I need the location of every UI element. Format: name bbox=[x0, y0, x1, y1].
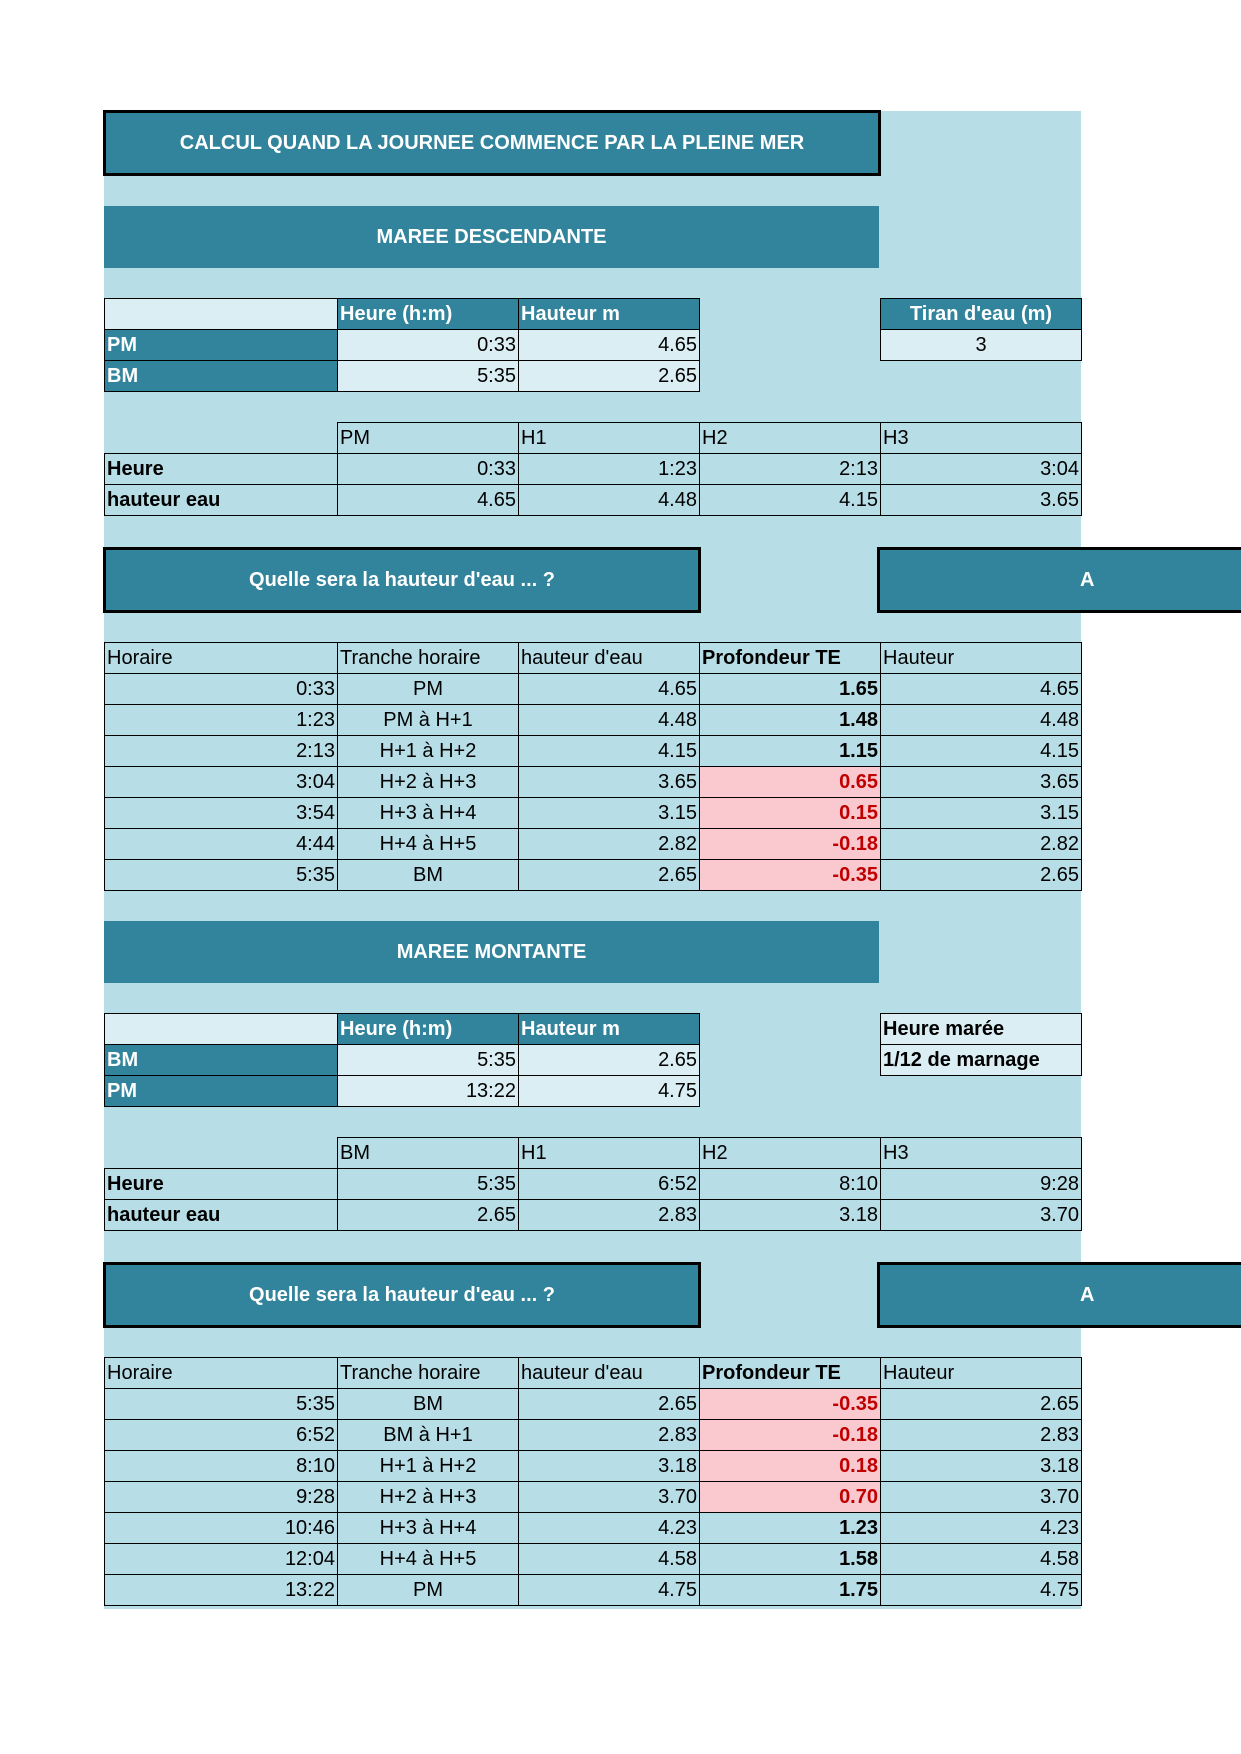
mont-bm-heure[interactable]: 5:35 bbox=[338, 1045, 519, 1076]
desc-right-banner-text: A bbox=[1080, 568, 1095, 591]
tranche-cell: BM bbox=[338, 1389, 519, 1420]
mont-row-label-bm: BM bbox=[105, 1045, 338, 1076]
tranche-cell: BM à H+1 bbox=[338, 1420, 519, 1451]
profondeur-cell: 0.15 bbox=[700, 798, 881, 829]
desc-bm-hauteur[interactable]: 2.65 bbox=[519, 361, 700, 392]
desc-input-corner bbox=[105, 299, 338, 330]
descendante-hours-table bbox=[104, 422, 1082, 516]
desc-question-text: Quelle sera la hauteur d'eau ... ? bbox=[249, 568, 555, 591]
mont-hours-col: H3 bbox=[881, 1138, 1082, 1169]
hauteur-cell: 4.48 bbox=[519, 705, 700, 736]
mont-pm-heure[interactable]: 13:22 bbox=[338, 1076, 519, 1107]
profondeur-cell: 0.18 bbox=[700, 1451, 881, 1482]
desc-hours-corner bbox=[105, 423, 338, 454]
desc-hdr-hauteur: Hauteur m bbox=[519, 299, 700, 330]
table-row bbox=[105, 1482, 1082, 1513]
desc-hours-col: PM bbox=[338, 423, 519, 454]
mont-hours-col: H2 bbox=[700, 1138, 881, 1169]
hauteur2-cell: 2.83 bbox=[881, 1420, 1082, 1451]
mont-hours-heure-label: Heure bbox=[105, 1169, 338, 1200]
tranche-cell: H+4 à H+5 bbox=[338, 1544, 519, 1575]
mont-res-hdr-profondeur: Profondeur TE bbox=[700, 1358, 881, 1389]
hauteur-cell: 2.82 bbox=[519, 829, 700, 860]
tranche-cell: H+2 à H+3 bbox=[338, 767, 519, 798]
desc-input-gap bbox=[700, 330, 881, 361]
desc-res-hdr-profondeur: Profondeur TE bbox=[700, 643, 881, 674]
horaire-cell: 0:33 bbox=[105, 674, 338, 705]
desc-hdr-heure: Heure (h:m) bbox=[338, 299, 519, 330]
hauteur2-cell: 4.15 bbox=[881, 736, 1082, 767]
horaire-cell: 10:46 bbox=[105, 1513, 338, 1544]
table-row bbox=[105, 674, 1082, 705]
mont-question-text: Quelle sera la hauteur d'eau ... ? bbox=[249, 1283, 555, 1306]
horaire-cell: 12:04 bbox=[105, 1544, 338, 1575]
mont-right-banner-text: A bbox=[1080, 1283, 1095, 1306]
profondeur-cell: -0.18 bbox=[700, 1420, 881, 1451]
desc-hours-heure-cell: 3:04 bbox=[881, 454, 1082, 485]
mont-hdr-hauteur: Hauteur m bbox=[519, 1014, 700, 1045]
profondeur-cell: 1.15 bbox=[700, 736, 881, 767]
descendante-result-table bbox=[104, 642, 1082, 891]
hauteur2-cell: 4.23 bbox=[881, 1513, 1082, 1544]
desc-hours-heure-label: Heure bbox=[105, 454, 338, 485]
table-row bbox=[105, 767, 1082, 798]
table-row bbox=[105, 860, 1082, 891]
mont-hours-heure-cell: 6:52 bbox=[519, 1169, 700, 1200]
desc-hours-heure-cell: 2:13 bbox=[700, 454, 881, 485]
hauteur-cell: 3.15 bbox=[519, 798, 700, 829]
profondeur-cell: 1.23 bbox=[700, 1513, 881, 1544]
tranche-cell: H+3 à H+4 bbox=[338, 798, 519, 829]
mont-hours-hauteur-cell: 3.18 bbox=[700, 1200, 881, 1231]
mont-hours-col: BM bbox=[338, 1138, 519, 1169]
profondeur-cell: 1.75 bbox=[700, 1575, 881, 1606]
hauteur2-cell: 3.70 bbox=[881, 1482, 1082, 1513]
mont-res-hdr-hauteur: hauteur d'eau bbox=[519, 1358, 700, 1389]
profondeur-cell: 1.65 bbox=[700, 674, 881, 705]
desc-input-gap bbox=[881, 361, 1082, 392]
desc-hours-hauteur-cell: 4.65 bbox=[338, 485, 519, 516]
hauteur-cell: 2.83 bbox=[519, 1420, 700, 1451]
desc-row-label-bm: BM bbox=[105, 361, 338, 392]
desc-res-hdr-hauteur2: Hauteur bbox=[881, 643, 1082, 674]
desc-hdr-tiran: Tiran d'eau (m) bbox=[881, 299, 1082, 330]
mont-input-gap bbox=[700, 1076, 881, 1107]
hauteur2-cell: 4.58 bbox=[881, 1544, 1082, 1575]
hauteur-cell: 4.75 bbox=[519, 1575, 700, 1606]
mont-hours-heure-cell: 9:28 bbox=[881, 1169, 1082, 1200]
desc-bm-heure[interactable]: 5:35 bbox=[338, 361, 519, 392]
hauteur2-cell: 3.15 bbox=[881, 798, 1082, 829]
hauteur-cell: 4.65 bbox=[519, 674, 700, 705]
mont-res-hdr-hauteur2: Hauteur bbox=[881, 1358, 1082, 1389]
table-row bbox=[105, 1420, 1082, 1451]
hauteur2-cell: 4.48 bbox=[881, 705, 1082, 736]
mont-input-gap bbox=[881, 1076, 1082, 1107]
desc-pm-heure[interactable]: 0:33 bbox=[338, 330, 519, 361]
horaire-cell: 4:44 bbox=[105, 829, 338, 860]
hauteur2-cell: 2.65 bbox=[881, 860, 1082, 891]
profondeur-cell: 1.48 bbox=[700, 705, 881, 736]
desc-right-banner bbox=[877, 547, 1241, 613]
descendante-input-table bbox=[104, 298, 1082, 392]
tranche-cell: PM bbox=[338, 674, 519, 705]
hauteur-cell: 4.58 bbox=[519, 1544, 700, 1575]
hauteur-cell: 3.70 bbox=[519, 1482, 700, 1513]
mont-hours-hauteur-cell: 2.65 bbox=[338, 1200, 519, 1231]
mont-bm-hauteur[interactable]: 2.65 bbox=[519, 1045, 700, 1076]
mont-hours-heure-cell: 5:35 bbox=[338, 1169, 519, 1200]
hauteur2-cell: 2.65 bbox=[881, 1389, 1082, 1420]
hauteur2-cell: 2.82 bbox=[881, 829, 1082, 860]
profondeur-cell: -0.35 bbox=[700, 1389, 881, 1420]
mont-side-marnage: 1/12 de marnage bbox=[881, 1045, 1082, 1076]
desc-res-hdr-horaire: Horaire bbox=[105, 643, 338, 674]
desc-hours-col: H2 bbox=[700, 423, 881, 454]
table-row bbox=[105, 1575, 1082, 1606]
mont-right-banner bbox=[877, 1262, 1241, 1328]
main-title-text: CALCUL QUAND LA JOURNEE COMMENCE PAR LA PLEINE MER bbox=[179, 131, 805, 154]
profondeur-cell: -0.35 bbox=[700, 860, 881, 891]
mont-hours-col: H1 bbox=[519, 1138, 700, 1169]
horaire-cell: 1:23 bbox=[105, 705, 338, 736]
table-row bbox=[105, 736, 1082, 767]
horaire-cell: 2:13 bbox=[105, 736, 338, 767]
profondeur-cell: 1.58 bbox=[700, 1544, 881, 1575]
hauteur2-cell: 3.18 bbox=[881, 1451, 1082, 1482]
desc-hours-hauteur-label: hauteur eau bbox=[105, 485, 338, 516]
hauteur-cell: 2.65 bbox=[519, 860, 700, 891]
montante-title bbox=[104, 921, 879, 983]
mont-question-banner bbox=[103, 1262, 701, 1328]
mont-hours-hauteur-cell: 3.70 bbox=[881, 1200, 1082, 1231]
mont-input-gap bbox=[700, 1014, 881, 1045]
desc-hours-hauteur-cell: 4.15 bbox=[700, 485, 881, 516]
desc-res-hdr-hauteur: hauteur d'eau bbox=[519, 643, 700, 674]
hauteur-cell: 3.65 bbox=[519, 767, 700, 798]
mont-hours-hauteur-cell: 2.83 bbox=[519, 1200, 700, 1231]
table-row bbox=[105, 1544, 1082, 1575]
horaire-cell: 5:35 bbox=[105, 1389, 338, 1420]
montante-result-table bbox=[104, 1357, 1082, 1606]
desc-hours-col: H3 bbox=[881, 423, 1082, 454]
mont-res-hdr-tranche: Tranche horaire bbox=[338, 1358, 519, 1389]
hauteur2-cell: 4.75 bbox=[881, 1575, 1082, 1606]
mont-hours-heure-cell: 8:10 bbox=[700, 1169, 881, 1200]
hauteur-cell: 4.15 bbox=[519, 736, 700, 767]
table-row bbox=[105, 705, 1082, 736]
montante-input-table bbox=[104, 1013, 1082, 1107]
tranche-cell: PM bbox=[338, 1575, 519, 1606]
horaire-cell: 5:35 bbox=[105, 860, 338, 891]
profondeur-cell: 0.70 bbox=[700, 1482, 881, 1513]
mont-hdr-heure: Heure (h:m) bbox=[338, 1014, 519, 1045]
table-row bbox=[105, 1389, 1082, 1420]
desc-hours-col: H1 bbox=[519, 423, 700, 454]
descendante-title bbox=[104, 206, 879, 268]
table-row bbox=[105, 829, 1082, 860]
table-row bbox=[105, 1451, 1082, 1482]
desc-res-hdr-tranche: Tranche horaire bbox=[338, 643, 519, 674]
mont-input-gap bbox=[700, 1045, 881, 1076]
desc-hours-heure-cell: 0:33 bbox=[338, 454, 519, 485]
table-row bbox=[105, 1513, 1082, 1544]
hauteur2-cell: 3.65 bbox=[881, 767, 1082, 798]
tranche-cell: H+1 à H+2 bbox=[338, 1451, 519, 1482]
mont-hours-corner bbox=[105, 1138, 338, 1169]
table-row bbox=[105, 798, 1082, 829]
hauteur2-cell: 4.65 bbox=[881, 674, 1082, 705]
tranche-cell: H+2 à H+3 bbox=[338, 1482, 519, 1513]
profondeur-cell: 0.65 bbox=[700, 767, 881, 798]
tranche-cell: BM bbox=[338, 860, 519, 891]
mont-side-heure-maree: Heure marée bbox=[881, 1014, 1082, 1045]
montante-hours-table bbox=[104, 1137, 1082, 1231]
horaire-cell: 8:10 bbox=[105, 1451, 338, 1482]
hauteur-cell: 2.65 bbox=[519, 1389, 700, 1420]
hauteur-cell: 4.23 bbox=[519, 1513, 700, 1544]
descendante-title-text: MAREE DESCENDANTE bbox=[376, 225, 607, 248]
mont-input-corner bbox=[105, 1014, 338, 1045]
desc-hours-hauteur-cell: 4.48 bbox=[519, 485, 700, 516]
horaire-cell: 3:04 bbox=[105, 767, 338, 798]
desc-tiran-value[interactable]: 3 bbox=[881, 330, 1082, 361]
tranche-cell: H+4 à H+5 bbox=[338, 829, 519, 860]
desc-hours-hauteur-cell: 3.65 bbox=[881, 485, 1082, 516]
mont-res-hdr-horaire: Horaire bbox=[105, 1358, 338, 1389]
horaire-cell: 6:52 bbox=[105, 1420, 338, 1451]
tranche-cell: H+3 à H+4 bbox=[338, 1513, 519, 1544]
desc-input-gap bbox=[700, 299, 881, 330]
mont-hours-hauteur-label: hauteur eau bbox=[105, 1200, 338, 1231]
horaire-cell: 3:54 bbox=[105, 798, 338, 829]
desc-row-label-pm: PM bbox=[105, 330, 338, 361]
desc-input-gap bbox=[700, 361, 881, 392]
horaire-cell: 9:28 bbox=[105, 1482, 338, 1513]
desc-question-banner bbox=[103, 547, 701, 613]
tranche-cell: PM à H+1 bbox=[338, 705, 519, 736]
montante-title-text: MAREE MONTANTE bbox=[396, 940, 587, 963]
hauteur-cell: 3.18 bbox=[519, 1451, 700, 1482]
main-title bbox=[103, 110, 881, 176]
desc-hours-heure-cell: 1:23 bbox=[519, 454, 700, 485]
profondeur-cell: -0.18 bbox=[700, 829, 881, 860]
mont-pm-hauteur[interactable]: 4.75 bbox=[519, 1076, 700, 1107]
horaire-cell: 13:22 bbox=[105, 1575, 338, 1606]
mont-row-label-pm: PM bbox=[105, 1076, 338, 1107]
desc-pm-hauteur[interactable]: 4.65 bbox=[519, 330, 700, 361]
tranche-cell: H+1 à H+2 bbox=[338, 736, 519, 767]
